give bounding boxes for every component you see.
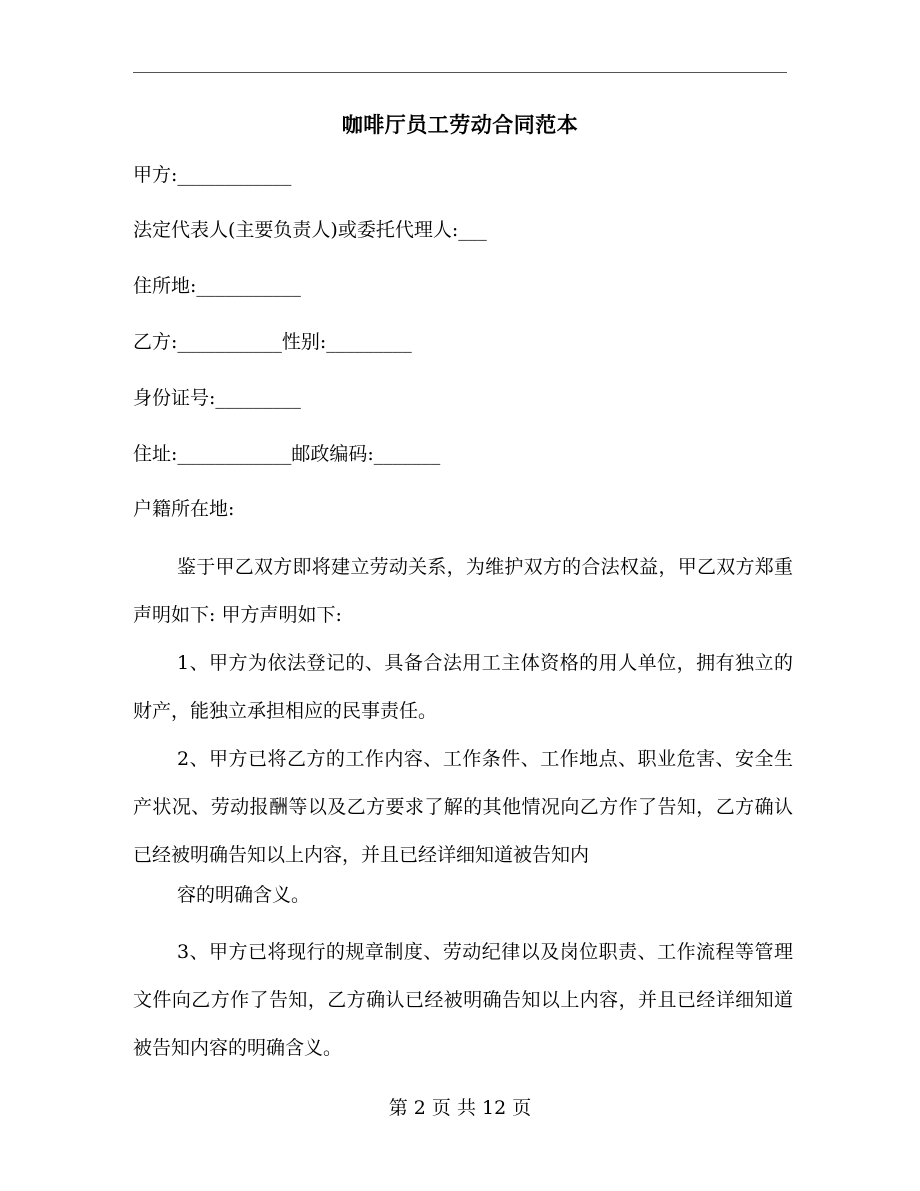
field-party-b-gender: 乙方:___________性别:_________ xyxy=(133,331,412,353)
field-domicile: 住所地:___________ xyxy=(133,275,301,297)
field-legal-representative: 法定代表人(主要负责人)或委托代理人:___ xyxy=(133,219,487,241)
field-party-a: 甲方:____________ xyxy=(133,164,292,186)
field-address-postcode: 住址:____________邮政编码:_______ xyxy=(133,443,441,465)
paragraph-clause-2-continued: 容的明确含义。 xyxy=(177,884,311,906)
header-rule xyxy=(133,72,787,73)
document-title: 咖啡厅员工劳动合同范本 xyxy=(341,112,579,137)
paragraph-clause-1: 1、甲方为依法登记的、具备合法用工主体资格的用人单位，拥有独立的财产，能独立承担相应的民事责任。 xyxy=(133,652,793,722)
field-id-number: 身份证号:_________ xyxy=(133,387,301,409)
page-number: 第 2 页 共 12 页 xyxy=(388,1097,532,1119)
paragraph-clause-3: 3、甲方已将现行的规章制度、劳动纪律以及岗位职责、工作流程等管理文件向乙方作了告知，乙方确认已经被明确告知以上内容，并且已经详细知道被告知内容的明确含义。 xyxy=(133,941,793,1059)
field-household-registration: 户籍所在地: xyxy=(133,498,235,520)
paragraph-clause-2: 2、甲方已将乙方的工作内容、工作条件、工作地点、职业危害、安全生产状况、劳动报酬等以及乙方要求了解的其他情况向乙方作了告知，乙方确认已经被明确告知以上内容，并且已经详细知道被告知内 xyxy=(133,748,793,866)
paragraph-preamble: 鉴于甲乙双方即将建立劳动关系，为维护双方的合法权益，甲乙双方郑重声明如下: 甲方声明如下: xyxy=(133,556,793,626)
